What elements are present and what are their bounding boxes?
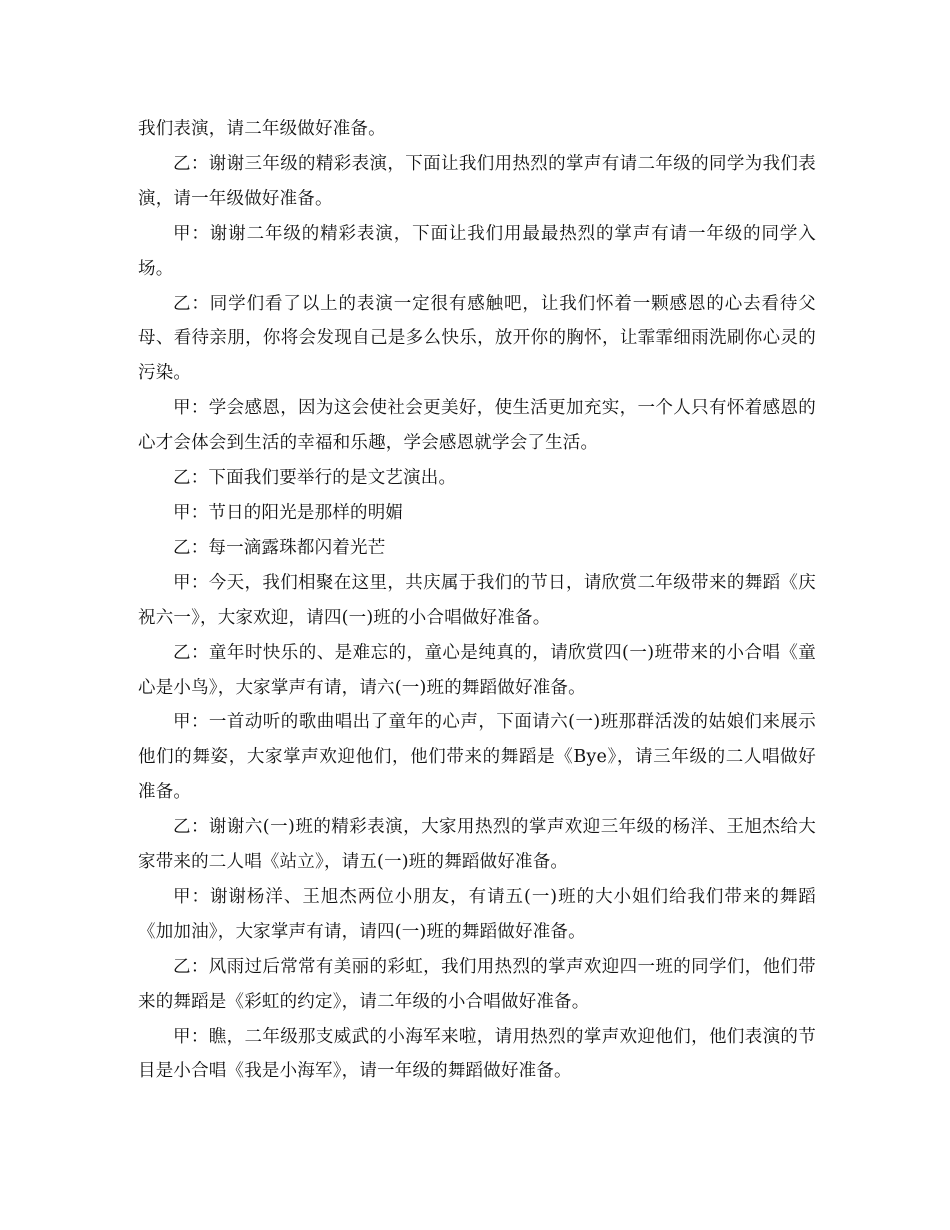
paragraph: 乙：谢谢六(一)班的精彩表演，大家用热烈的掌声欢迎三年级的杨洋、王旭杰给大家带来的二人唱《站立》，请五(一)班的舞蹈做好准备。 [138,817,816,873]
paragraph: 甲：一首动听的歌曲唱出了童年的心声，下面请六(一)班那群活泼的姑娘们来展示他们的舞姿，大家掌声欢迎他们，他们带来的舞蹈是《Bye》，请三年级的二人唱做好准备。 [138,712,816,803]
paragraph: 甲：今天，我们相聚在这里，共庆属于我们的节日，请欣赏二年级带来的舞蹈《庆祝六一》，大家欢迎，请四(一)班的小合唱做好准备。 [138,572,816,628]
paragraph: 我们表演，请二年级做好准备。 [138,119,386,139]
paragraph: 甲：节日的阳光是那样的明媚 [173,502,404,523]
paragraph: 乙：谢谢三年级的精彩表演，下面让我们用热烈的掌声有请二年级的同学为我们表演，请一年级做好准备。 [138,153,816,209]
paragraph: 乙：风雨过后常常有美丽的彩虹，我们用热烈的掌声欢迎四一班的同学们，他们带来的舞蹈是《彩虹的约定》，请二年级的小合唱做好准备。 [138,956,816,1012]
paragraph: 甲：瞧，二年级那支威武的小海军来啦，请用热烈的掌声欢迎他们，他们表演的节目是小合唱《我是小海军》，请一年级的舞蹈做好准备。 [138,1026,816,1082]
paragraph: 甲：谢谢杨洋、王旭杰两位小朋友，有请五(一)班的大小姐们给我们带来的舞蹈《加加油》，大家掌声有请，请四(一)班的舞蹈做好准备。 [138,886,816,942]
body-text [138,112,816,1089]
paragraph: 乙：童年时快乐的、是难忘的，童心是纯真的，请欣赏四(一)班带来的小合唱《童心是小鸟》，大家掌声有请，请六(一)班的舞蹈做好准备。 [138,642,816,698]
paragraph: 甲：学会感恩，因为这会使社会更美好，使生活更加充实，一个人只有怀着感恩的心才会体会到生活的幸福和乐趣，学会感恩就学会了生活。 [138,398,816,454]
paragraph: 乙：同学们看了以上的表演一定很有感触吧，让我们怀着一颗感恩的心去看待父母、看待亲朋，你将会发现自己是多么快乐，放开你的胸怀，让霏霏细雨洗刷你心灵的污染。 [138,293,816,384]
paragraph: 甲：谢谢二年级的精彩表演，下面让我们用最最热烈的掌声有请一年级的同学入场。 [138,223,816,279]
paragraph: 乙：每一滴露珠都闪着光芒 [173,537,386,558]
paragraph: 乙：下面我们要举行的是文艺演出。 [173,468,457,489]
